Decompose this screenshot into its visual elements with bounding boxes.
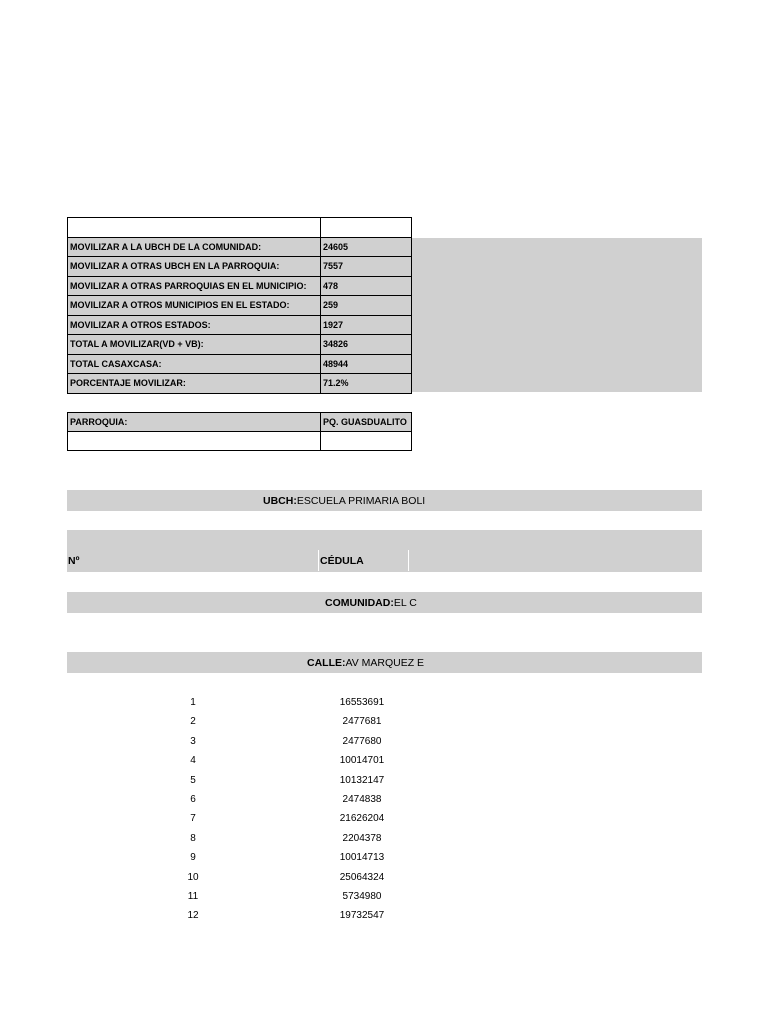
list-number: 9 xyxy=(190,852,196,864)
list-row xyxy=(67,772,409,791)
ubch-value: ESCUELA PRIMARIA BOLI xyxy=(296,494,426,507)
comunidad-band xyxy=(67,592,702,613)
summary-label: MOVILIZAR A OTRAS UBCH EN LA PARROQUIA: xyxy=(68,257,321,277)
summary-row xyxy=(68,296,412,316)
parroquia-label: PARROQUIA: xyxy=(68,413,321,432)
list-row xyxy=(67,713,409,732)
list-number: 3 xyxy=(190,735,196,747)
parroquia-row xyxy=(68,413,412,432)
list-row xyxy=(67,869,409,888)
parroquia-value: PQ. GUASDUALITO xyxy=(321,413,412,432)
list-row xyxy=(67,907,409,926)
list-row xyxy=(67,733,409,752)
summary-label: MOVILIZAR A LA UBCH DE LA COMUNIDAD: xyxy=(68,237,321,257)
list-cedula: 2477680 xyxy=(342,735,382,747)
list-row xyxy=(67,888,409,907)
comunidad-label: COMUNIDAD: xyxy=(325,596,394,609)
column-header-cedula: CÉDULA xyxy=(320,550,409,571)
summary-row xyxy=(68,276,412,296)
comunidad-clip xyxy=(67,592,417,613)
parroquia-table xyxy=(67,412,412,451)
comunidad-text xyxy=(325,592,417,613)
list-number: 6 xyxy=(190,794,196,805)
list-cedula: 2477681 xyxy=(342,716,382,728)
list-number: 10 xyxy=(187,871,199,883)
list-number: 5 xyxy=(190,774,196,786)
list-cedula: 10014713 xyxy=(339,852,385,864)
list-cedula: 10132147 xyxy=(339,774,385,786)
list-row xyxy=(67,830,409,849)
summary-header-cell xyxy=(68,218,321,238)
summary-row xyxy=(68,354,412,374)
summary-value: 1927 xyxy=(321,315,412,335)
summary-row xyxy=(68,374,412,394)
column-header-band xyxy=(67,530,702,572)
calle-band xyxy=(67,652,702,673)
column-header-num: Nº xyxy=(68,550,319,571)
list-cedula: 2474838 xyxy=(342,794,382,805)
summary-value: 478 xyxy=(321,276,412,296)
summary-label: TOTAL CASAXCASA: xyxy=(68,354,321,374)
comunidad-value: EL C xyxy=(393,596,417,609)
list-cedula: 5734980 xyxy=(342,891,382,902)
list-number: 12 xyxy=(187,910,199,922)
ubch-clip xyxy=(67,490,426,511)
list-cedula: 10014701 xyxy=(339,755,385,767)
ubch-label: UBCH: xyxy=(263,494,297,507)
parroquia-empty-cell xyxy=(68,432,321,451)
summary-label: PORCENTAJE MOVILIZAR: xyxy=(68,374,321,394)
calle-text xyxy=(307,652,424,673)
summary-label: TOTAL A MOVILIZAR(VD + VB): xyxy=(68,335,321,355)
summary-value: 7557 xyxy=(321,257,412,277)
calle-value: AV MARQUEZ E xyxy=(345,656,425,669)
summary-header-row xyxy=(68,218,412,238)
summary-header-cell xyxy=(321,218,412,238)
ubch-text xyxy=(263,490,425,511)
list-number: 4 xyxy=(190,755,196,767)
list-number: 2 xyxy=(190,716,196,728)
summary-row xyxy=(68,237,412,257)
list-row xyxy=(67,849,409,868)
calle-clip xyxy=(67,652,425,673)
summary-label: MOVILIZAR A OTROS ESTADOS: xyxy=(68,315,321,335)
summary-table xyxy=(67,217,412,394)
list-cedula: 16553691 xyxy=(339,697,385,708)
list-row xyxy=(67,810,409,829)
calle-label: CALLE: xyxy=(307,656,346,669)
parroquia-empty-cell xyxy=(321,432,412,451)
summary-value: 24605 xyxy=(321,237,412,257)
list-number: 7 xyxy=(190,813,196,825)
list-number: 11 xyxy=(187,891,199,902)
summary-value: 48944 xyxy=(321,354,412,374)
list-number: 8 xyxy=(190,832,196,844)
list-cedula: 21626204 xyxy=(339,813,385,825)
list-cedula: 25064324 xyxy=(339,871,385,883)
ubch-band xyxy=(67,490,702,511)
list-cedula: 2204378 xyxy=(342,832,382,844)
summary-value: 71.2% xyxy=(321,374,412,394)
summary-row xyxy=(68,335,412,355)
summary-value: 259 xyxy=(321,296,412,316)
summary-row xyxy=(68,257,412,277)
summary-value: 34826 xyxy=(321,335,412,355)
summary-label: MOVILIZAR A OTRAS PARROQUIAS EN EL MUNICIPIO: xyxy=(68,276,321,296)
list-number: 1 xyxy=(190,697,196,708)
summary-row xyxy=(68,315,412,335)
list-cedula: 19732547 xyxy=(339,910,385,922)
summary-label: MOVILIZAR A OTROS MUNICIPIOS EN EL ESTADO: xyxy=(68,296,321,316)
parroquia-empty-row xyxy=(68,432,412,451)
list-row xyxy=(67,752,409,771)
list-row xyxy=(67,694,409,713)
list-row xyxy=(67,791,409,810)
